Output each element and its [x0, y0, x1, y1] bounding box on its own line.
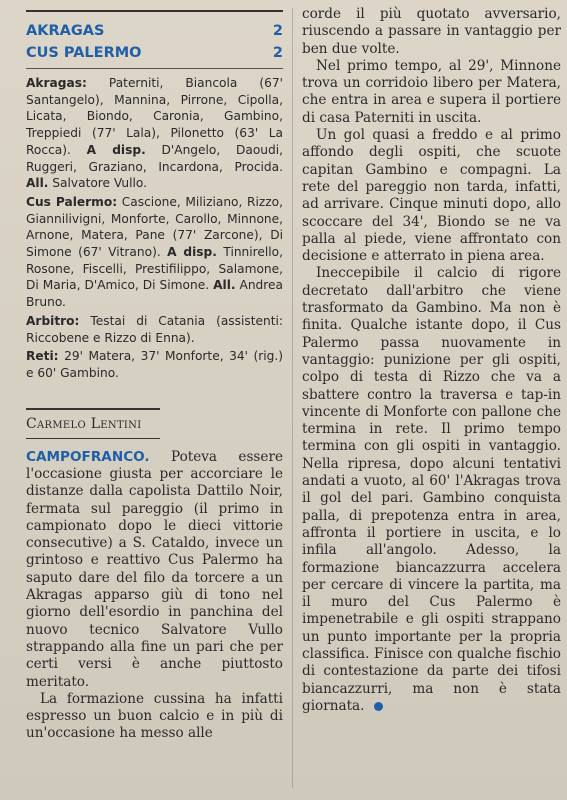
author-byline: Carmelo Lentini — [26, 415, 142, 432]
article-body-right — [302, 6, 561, 715]
home-score-row — [26, 20, 283, 42]
article-paragraph-3: Nel primo tempo, al 29', Minnone trova un corridoio libero per Matera, che entra in area e supera il portiere di casa Paterniti in uscita. — [302, 57, 561, 126]
referee-line: Arbitro: Testai di Catania (assistenti: Riccobene e Rizzo di Enna). — [26, 313, 283, 345]
home-team: AKRAGAS — [26, 23, 105, 39]
article-paragraph-2-continued: corde il più quotato avversario, riuscendo a passare in vantaggio per ben due volte. — [302, 6, 561, 57]
column-divider — [292, 8, 293, 788]
goals-line: Reti: 29' Matera, 37' Monforte, 34' (rig.) e 60' Gambino. — [26, 349, 283, 380]
away-score: 2 — [272, 45, 283, 61]
article-paragraph-5: Ineccepibile il calcio di rigore decretato dall'arbitro che viene trasformato da Gambino. Ma non è finita. Qualche istante dopo, il Cus Palermo passa nuovamente in vantaggio: punizione per gli ospiti, colpo di testa di Rizzo che va a sbattere contro la traversa e tap-in vincente di Monforte con pallone che termina in rete. Il primo tempo termina con gli ospiti in vantaggio. Nella ripresa, dopo alcuni tentativi andati a vuoto, al 60' l'Akragas trova il gol del pari. Gambino conquista palla, di prepotenza entra in area, affronta il portiere in uscita, e lo infila all'angolo. Adesso, la formazione biancazzurra accelera per cercare di vincere la partita, ma il muro del Cus Palermo è impenetrabile e gli ospiti strappano un punto importante per la propria classifica. Finisce con qualche fischio di contestazione da parte dei tifosi biancazzurri, ma non è stata giornata. — [302, 265, 561, 714]
author-rule-bottom — [26, 438, 160, 439]
article-paragraph-4: Un gol quasi a freddo e al primo affondo degli ospiti, che scuote capitan Gambino e compagni. La rete del pareggio non tarda, infatti, ad arrivare. Cinque minuti dopo, allo scoccare del 34', Biondo se ne va palla al piede, viene affrontato con decisione e atterrato in piena area. — [302, 127, 561, 265]
author-rule-top — [26, 408, 160, 410]
away-score-row — [26, 42, 283, 64]
top-rule — [26, 10, 283, 12]
home-score: 2 — [272, 23, 283, 39]
article-body-left — [26, 449, 283, 743]
article-paragraph-2: La formazione cussina ha infatti espresso un buon calcio e in più di un'occasione ha messo alle — [26, 690, 283, 742]
dateline: CAMPOFRANCO. — [26, 448, 150, 465]
lineups-box — [26, 75, 283, 382]
left-column — [26, 10, 283, 743]
end-bullet-icon — [374, 702, 383, 711]
score-rule — [26, 68, 283, 69]
right-column — [302, 6, 561, 715]
article-paragraph-1: CAMPOFRANCO. Poteva essere l'occasione giusta per accorciare le distanze dalla capolista Dattilo Noir, fermata sul pareggio (il primo in campionato dopo le dieci vittorie consecutive) a S. Cataldo, invece un grintoso e reattivo Cus Palermo ha saputo dare del filo da torcere a un Akragas apparso giù di tono nel giorno dell'esordio in panchina del nuovo tecnico Salvatore Vullo strappando alla fine un pari che per certi versi è anche piuttosto meritato. — [26, 448, 283, 690]
away-team: CUS PALERMO — [26, 45, 142, 61]
cus-lineup: Cus Palermo: Cascione, Miliziano, Rizzo, Giannilivigni, Monforte, Carollo, Minnone, Arnone, Matera, Pane (77' Zarcone), Di Simone (67' Vitrano). A disp. Tinnirello, Rosone, Fiscelli, Prestifilippo, Salamone, Di Maria, D'Amico, Di Simone. All. Andrea Bruno. — [26, 194, 284, 310]
akragas-lineup: Akragas: Paterniti, Biancola (67' Santangelo), Mannina, Pirrone, Cipolla, Licata, Biondo, Caronia, Gambino, Treppiedi (77' Lala), Pilonetto (63' La Rocca). A disp. D'Angelo, Daoudi, Ruggeri, Graziano, Incardona, Procida. All. Salvatore Vullo. — [26, 76, 284, 191]
